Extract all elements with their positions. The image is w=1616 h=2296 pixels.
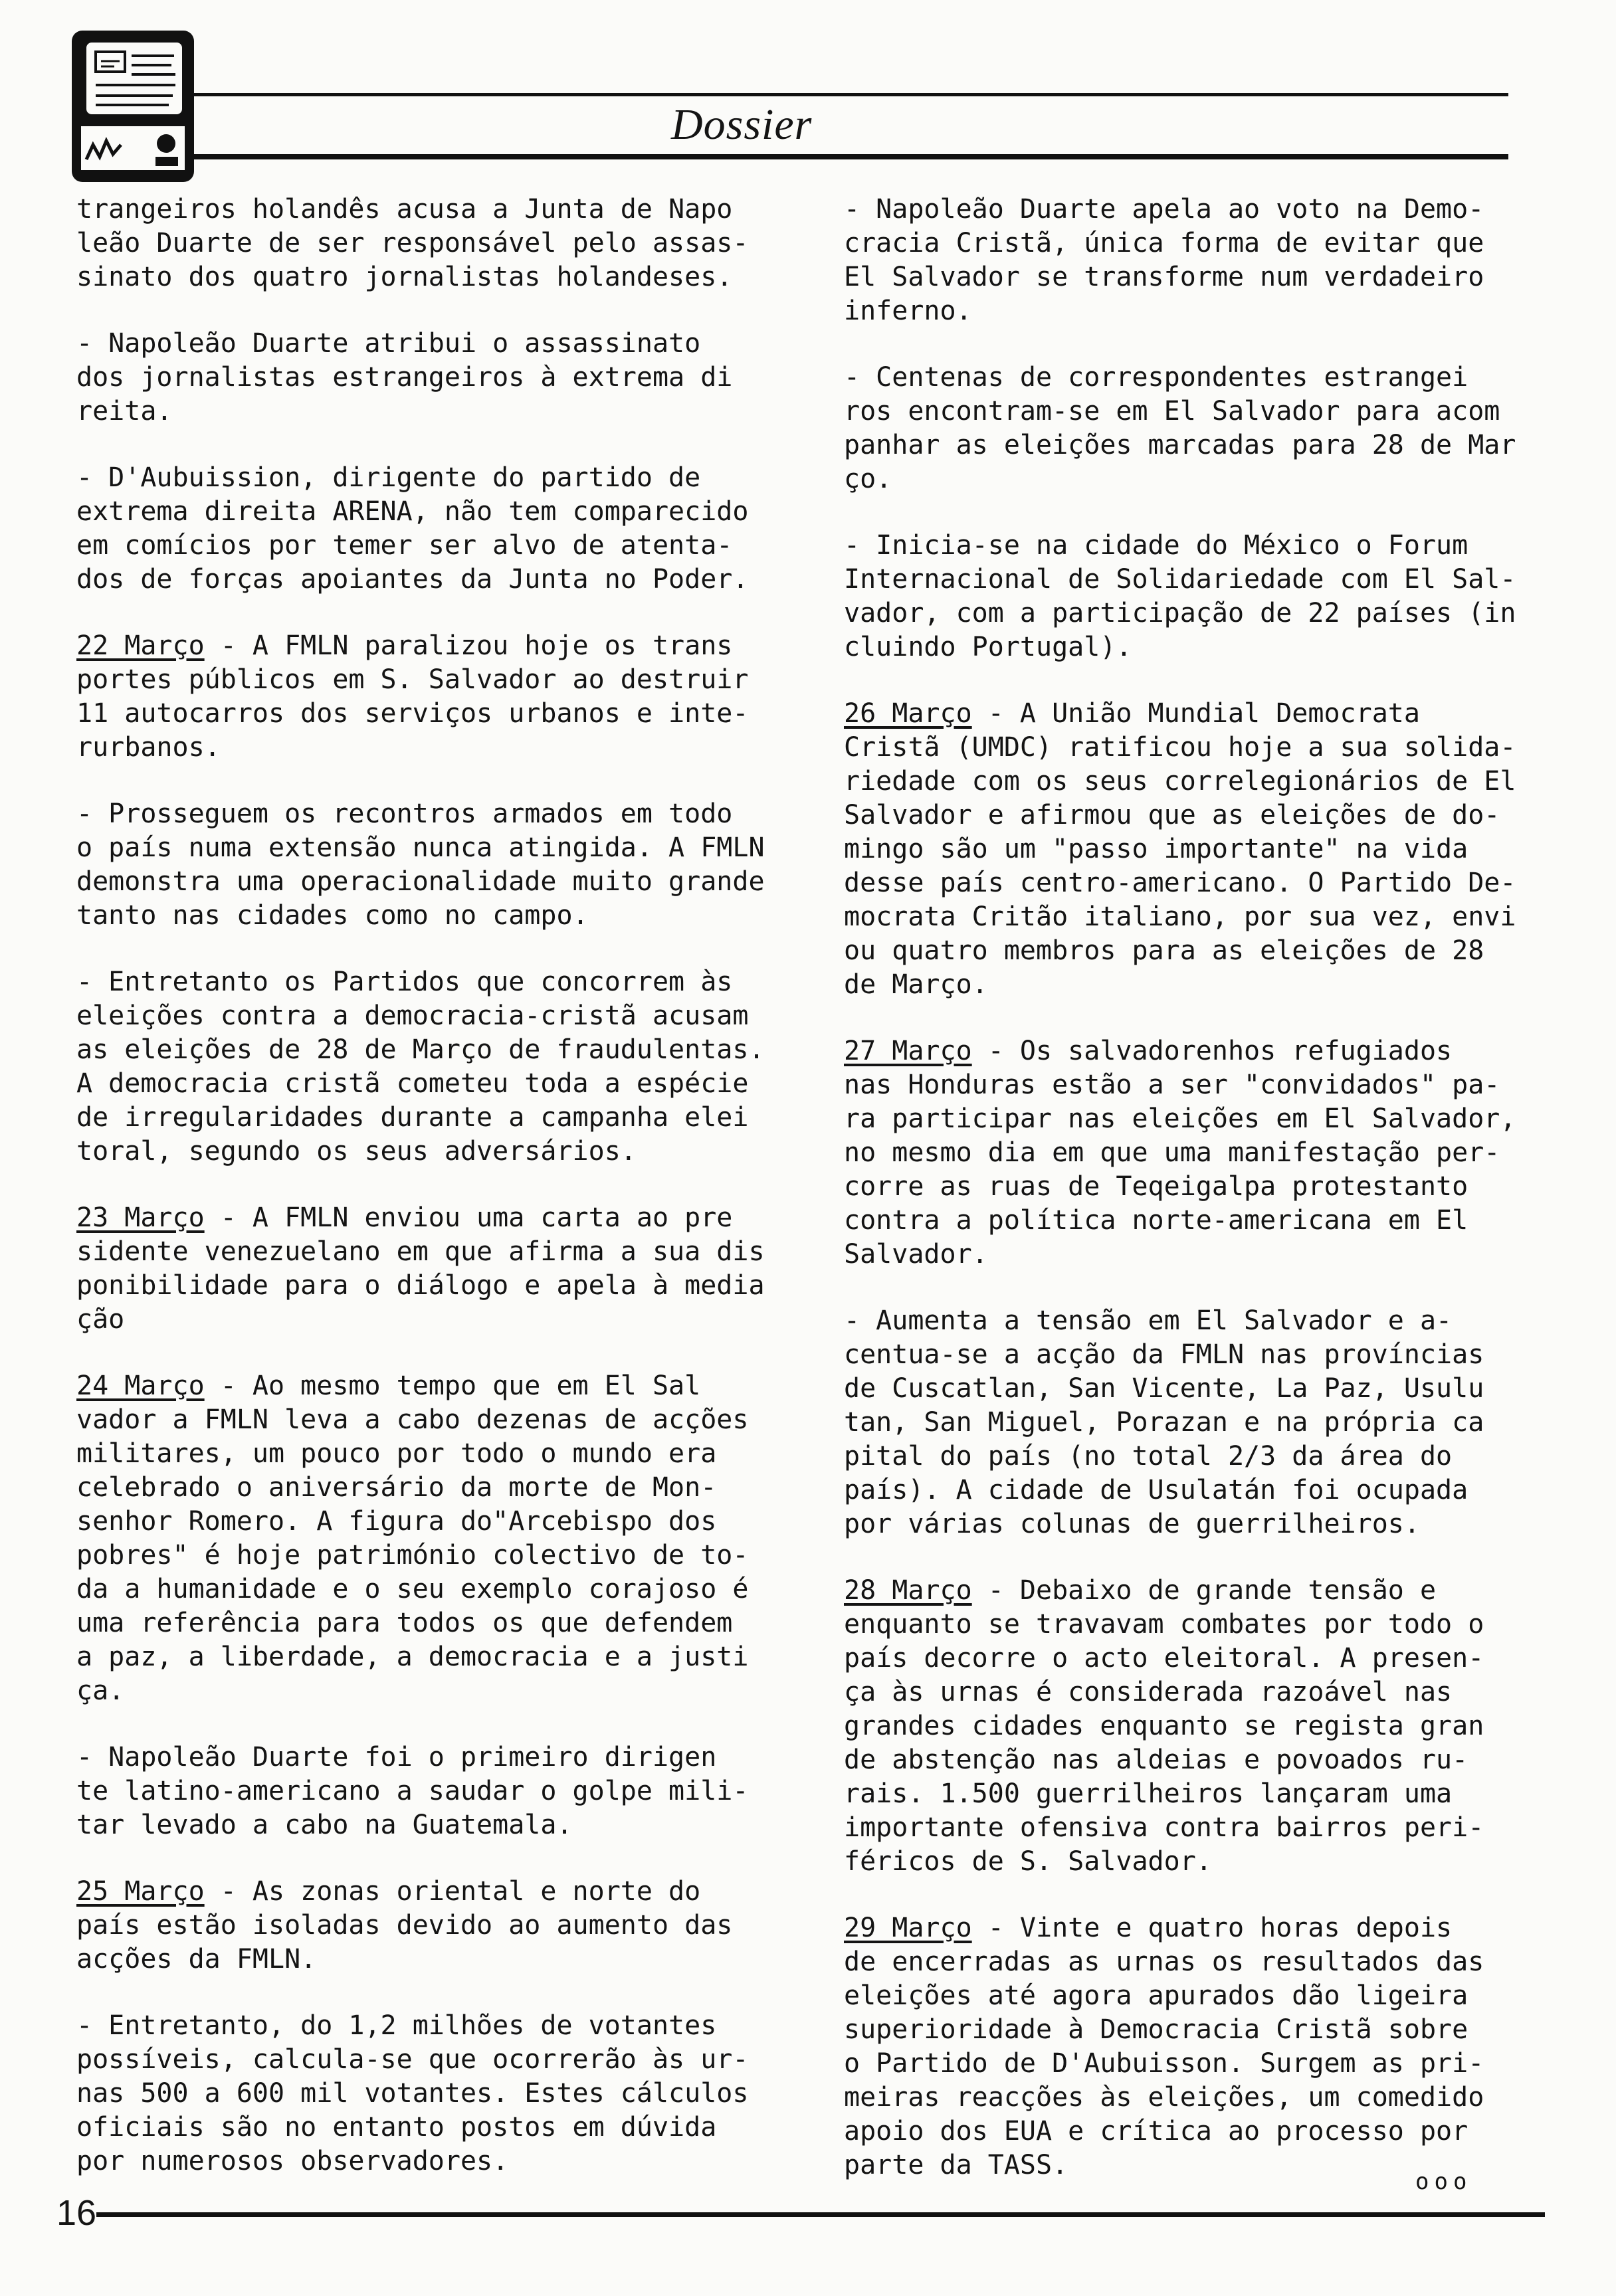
date-label: 28 Março	[844, 1575, 972, 1606]
paragraph: - Napoleão Duarte foi o primeiro dirigen te latino-americano a saudar o golpe mili- tar levado a cabo na Guatemala.	[76, 1742, 749, 1840]
paragraph: - Napoleão Duarte apela ao voto na Demo- cracia Cristã, única forma de evitar que El Salvador se transforme num verdadeiro inferno.	[844, 194, 1484, 326]
paragraph: 22 Março - A FMLN paralizou hoje os trans portes públicos em S. Salvador ao destruir 11 autocarros dos serviços urbanos e inte- rurbanos.	[76, 630, 749, 763]
paragraph: 28 Março - Debaixo de grande tensão e enquanto se travavam combates por todo o país decorre o acto eleitoral. A presen- ça às urnas é considerada razoável nas grandes cidades enquanto se regista gran de abstenção nas aldeias e povoados ru- rais. 1.500 guerrilheiros lançaram uma importante ofensiva contra bairros peri- féricos de S. Salvador.	[844, 1575, 1484, 1877]
date-label: 25 Março	[76, 1876, 205, 1907]
paragraph: - Napoleão Duarte atribui o assassinato dos jornalistas estrangeiros à extrema di reita.	[76, 328, 733, 427]
paragraph: 29 Março - Vinte e quatro horas depois de encerradas as urnas os resultados das eleições até agora apurados dão ligeira superioridade à Democracia Cristã sobre o Partido de D'Aubuisson. Surgem as pri- meiras reacções às eleições, um comedido apoio dos EUA e crítica ao processo por parte da TASS.	[844, 1913, 1484, 2180]
paragraph: - Centenas de correspondentes estrangei ros encontram-se em El Salvador para acom panhar as eleições marcadas para 28 de Mar ço.	[844, 362, 1516, 494]
date-label: 23 Março	[76, 1202, 205, 1233]
section-title: Dossier	[671, 100, 813, 149]
date-label: 27 Março	[844, 1036, 972, 1066]
date-label: 26 Março	[844, 698, 972, 729]
date-label: 22 Março	[76, 630, 205, 661]
date-label: 24 Março	[76, 1371, 205, 1401]
paragraph: - Entretanto, do 1,2 milhões de votantes possíveis, calcula-se que ocorrerão às ur- nas 500 a 600 mil votantes. Estes cálculos oficiais são no entanto postos em dúvida por numerosos observadores.	[76, 2010, 749, 2176]
date-label: 29 Março	[844, 1913, 972, 1943]
paragraph: 23 Março - A FMLN enviou uma carta ao pre sidente venezuelano em que afirma a sua dis ponibilidade para o diálogo e apela à media ção	[76, 1202, 765, 1335]
left-column	[76, 193, 794, 2211]
footer-rule	[96, 2212, 1545, 2217]
paragraph: - Aumenta a tensão em El Salvador e a- centua-se a acção da FMLN nas províncias de Cuscatlan, San Vicente, La Paz, Usulu tan, San Miguel, Porazan e na própria ca pital do país (no total 2/3 da área do país). A cidade de Usulatán foi ocupada por várias colunas de guerrilheiros.	[844, 1305, 1484, 1539]
paragraph: 27 Março - Os salvadorenhos refugiados nas Honduras estão a ser "convidados" pa- ra participar nas eleições em El Salvador, no mesmo dia em que uma manifestação per- corre as ruas de Teqeigalpa protestanto contra a política norte-americana em El Salvador.	[844, 1036, 1516, 1270]
paragraph: - Entretanto os Partidos que concorrem às eleições contra a democracia-cristã acusam as eleições de 28 de Março de fraudulentas. A democracia cristã cometeu toda a espécie de irregularidades durante a campanha elei toral, segundo os seus adversários.	[76, 967, 765, 1167]
paragraph: 26 Março - A União Mundial Democrata Cristã (UMDC) ratificou hoje a sua solida- riedade com os seus correlegionários de El Salvador e afirmou que as eleições de do- mingo são um "passo importante" na vida desse país centro-americano. O Partido De- mocrata Critão italiano, por sua vez, envi ou quatro membros para as eleições de 28 de Março.	[844, 698, 1516, 1000]
paragraph: trangeiros holandês acusa a Junta de Napo leão Duarte de ser responsável pelo assas- sinato dos quatro jornalistas holandeses.	[76, 194, 749, 292]
dossier-logo-icon	[66, 27, 199, 186]
paragraph: - D'Aubuission, dirigente do partido de extrema direita ARENA, não tem comparecido em comícios por temer ser alvo de atenta- dos de forças apoiantes da Junta no Poder.	[76, 462, 749, 595]
header-rule-top	[193, 93, 1508, 96]
end-of-article-mark: ooo	[1415, 2168, 1472, 2195]
right-column	[844, 193, 1562, 2215]
page-number: 16	[56, 2193, 97, 2233]
paragraph: - Prosseguem os recontros armados em todo o país numa extensão nunca atingida. A FMLN demonstra uma operacionalidade muito grande tanto nas cidades como no campo.	[76, 799, 765, 931]
paragraph: 25 Março - As zonas oriental e norte do país estão isoladas devido ao aumento das acções da FMLN.	[76, 1876, 733, 1974]
paragraph: - Inicia-se na cidade do México o Forum Internacional de Solidariedade com El Sal- vador, com a participação de 22 países (in cluindo Portugal).	[844, 530, 1516, 662]
header-rule-bottom	[193, 154, 1508, 159]
paragraph: 24 Março - Ao mesmo tempo que em El Sal vador a FMLN leva a cabo dezenas de acções militares, um pouco por todo o mundo era celebrado o aniversário da morte de Mon- senhor Romero. A figura do"Arcebispo dos pobres" é hoje património colectivo de to- da a humanidade e o seu exemplo corajoso é uma referência para todos os que defendem a paz, a liberdade, a democracia e a justi ça.	[76, 1371, 749, 1706]
